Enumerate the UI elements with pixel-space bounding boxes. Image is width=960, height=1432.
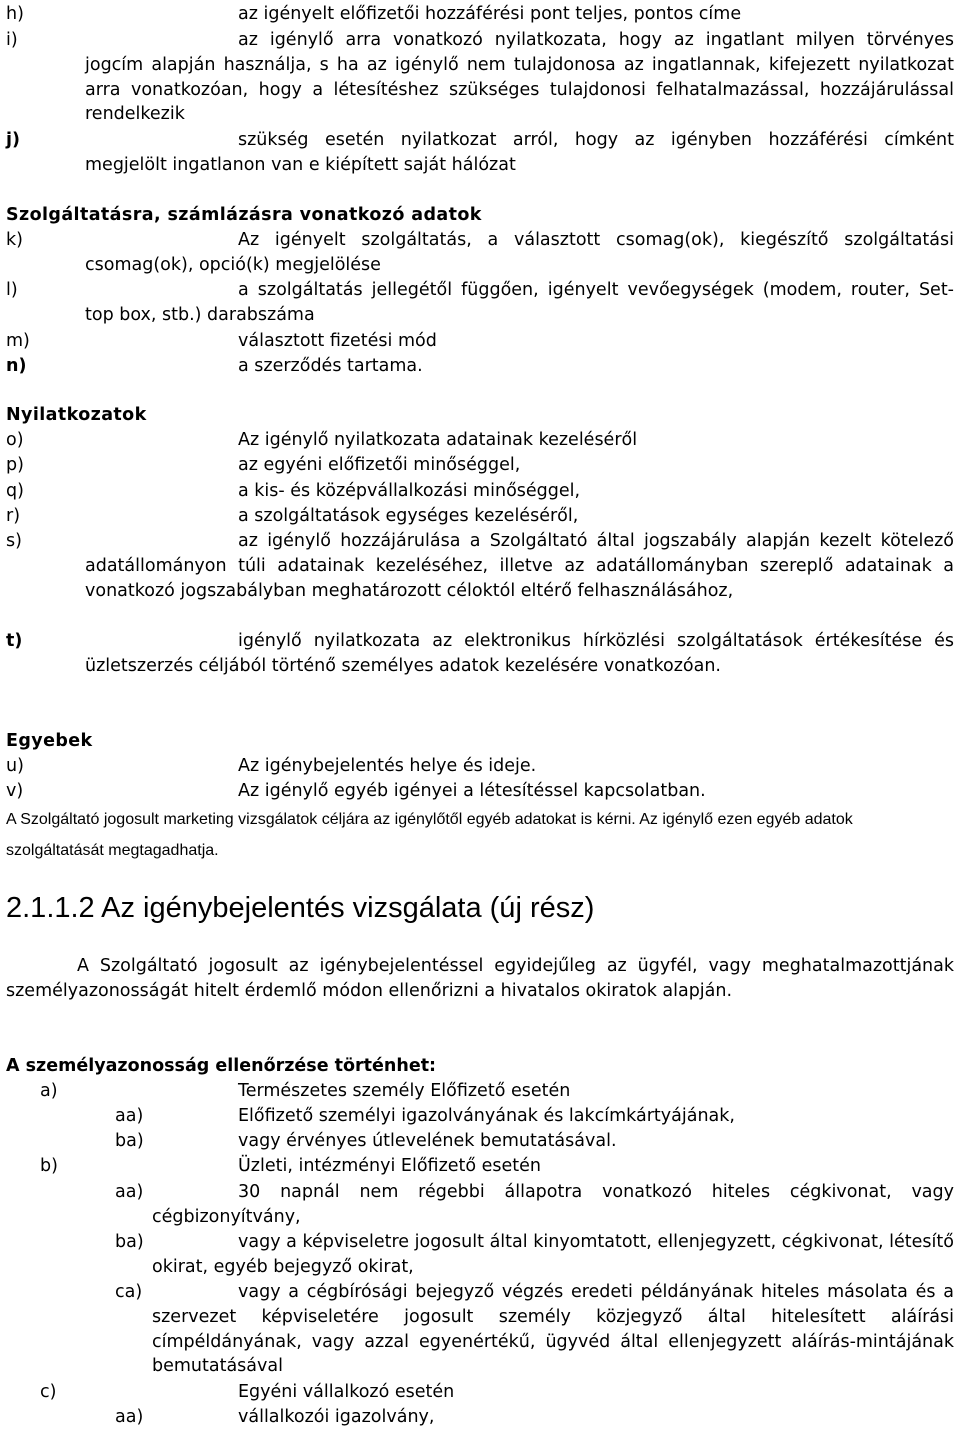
item-text: Az igényelt szolgáltatás, a választott csomag(ok), kiegészítő szolgáltatási csomag(ok), opció(k) megjelölése <box>85 230 954 275</box>
item-text: Az igénylő egyéb igényei a létesítéssel kapcsolatban. <box>238 781 706 801</box>
item-text: Üzleti, intézményi Előfizető esetén <box>238 1156 542 1176</box>
item-text: Előfizető személyi igazolványának és lakcímkártyájának, <box>238 1106 735 1126</box>
item-text: vagy érvényes útlevelének bemutatásával. <box>238 1131 617 1151</box>
item-text: az igényelt előfizetői hozzáférési pont teljes, pontos címe <box>238 4 742 24</box>
item-label: h) <box>6 4 24 24</box>
item-label: aa) <box>115 1182 144 1202</box>
intro-paragraph: A Szolgáltató jogosult az igénybejelentéssel egyidejűleg az ügyfél, vagy meghatalmazottjának személyazonosságát hitelt érdemlő módon ellenőrizni a hivatalos okiratok alapján. <box>6 956 954 1001</box>
item-text: vagy a képviseletre jogosult által kinyomtatott, ellenjegyzett, cégkivonat, létesítő okirat, egyéb bejegyző okirat, <box>152 1232 954 1277</box>
item-label: t) <box>6 631 23 651</box>
item-label: c) <box>40 1382 57 1402</box>
item-label: u) <box>6 756 24 776</box>
item-label: r) <box>6 506 21 526</box>
item-text: szükség esetén nyilatkozat arról, hogy az igényben hozzáférési címként megjelölt ingatlanon van e kiépített saját hálózat <box>85 130 954 175</box>
item-text: a szolgáltatások egységes kezeléséről, <box>238 506 579 526</box>
item-text: vagy a cégbírósági bejegyző végzés eredeti példányának hiteles másolata és a szervezet képviseletére jogosult személy közjegyző által hitelesített aláírási címpéldányának, vagy azzal egyenértékű, ügyvéd által ellenjegyzett aláírás-mintájának bemutatásával <box>152 1282 954 1377</box>
item-text: vállalkozói igazolvány, <box>238 1407 435 1427</box>
item-label: aa) <box>115 1106 144 1126</box>
item-label: v) <box>6 781 24 801</box>
item-text: Egyéni vállalkozó esetén <box>238 1382 455 1402</box>
item-label: l) <box>6 280 18 300</box>
item-label: n) <box>6 356 27 376</box>
item-label: o) <box>6 430 24 450</box>
item-text: Természetes személy Előfizető esetén <box>238 1081 571 1101</box>
item-label: i) <box>6 30 18 50</box>
item-text: 30 napnál nem régebbi állapotra vonatkozó hiteles cégkivonat, vagy cégbizonyítvány, <box>152 1182 954 1227</box>
item-label: ca) <box>115 1282 143 1302</box>
item-label: b) <box>40 1156 58 1176</box>
item-text: a szerződés tartama. <box>238 356 423 376</box>
item-label: ba) <box>115 1232 144 1252</box>
item-text: igénylő nyilatkozata az elektronikus hírközlési szolgáltatások értékesítése és üzletszerzés céljából történő személyes adatok kezelésére vonatkozóan. <box>85 631 954 676</box>
item-label: a) <box>40 1081 58 1101</box>
item-label: s) <box>6 531 22 551</box>
marketing-note: A Szolgáltató jogosult marketing vizsgálatok céljára az igénylőtől egyéb adatokat is kérni. Az igénylő ezen egyéb adatok szolgáltatását megtagadhatja. <box>6 811 853 859</box>
item-text: az igénylő arra vonatkozó nyilatkozata, hogy az ingatlant milyen törvényes jogcím alapján használja, s ha az igénylő nem tulajdonosa az ingatlannak, kifejezett nyilatkozat arra vonatkozóan, hogy a létesítéshez szükséges tulajdonosi felhatalmazással, hozzájárulással rendelkezik <box>85 30 954 125</box>
item-label: q) <box>6 481 24 501</box>
item-label: k) <box>6 230 23 250</box>
item-text: Az igénylő nyilatkozata adatainak kezeléséről <box>238 430 638 450</box>
section-heading-other: Egyebek <box>6 731 93 751</box>
item-text: választott fizetési mód <box>238 331 437 351</box>
item-text: a szolgáltatás jellegétől függően, igényelt vevőegységek (modem, router, Set-top box, stb.) darabszáma <box>85 280 954 325</box>
item-text: az egyéni előfizetői minőséggel, <box>238 455 521 475</box>
identity-heading: A személyazonosság ellenőrzése történhet: <box>6 1056 437 1076</box>
item-text: az igénylő hozzájárulása a Szolgáltató által jogszabály alapján kezelt kötelező adatállományon túli adatainak kezeléséhez, illetve az adatállományban szereplő adatainak a vonatkozó jogszabályban meghatározott céloktól eltérő felhasználásához, <box>85 531 954 601</box>
item-text: a kis- és középvállalkozási minőséggel, <box>238 481 581 501</box>
section-heading-statements: Nyilatkozatok <box>6 405 147 425</box>
item-label: j) <box>6 130 20 150</box>
item-label: ba) <box>115 1131 144 1151</box>
item-label: p) <box>6 455 24 475</box>
item-label: aa) <box>115 1407 144 1427</box>
section-title: 2.1.1.2 Az igénybejelentés vizsgálata (új rész) <box>6 892 595 924</box>
section-heading-service: Szolgáltatásra, számlázásra vonatkozó adatok <box>6 205 482 225</box>
item-label: m) <box>6 331 30 351</box>
item-text: Az igénybejelentés helye és ideje. <box>238 756 537 776</box>
